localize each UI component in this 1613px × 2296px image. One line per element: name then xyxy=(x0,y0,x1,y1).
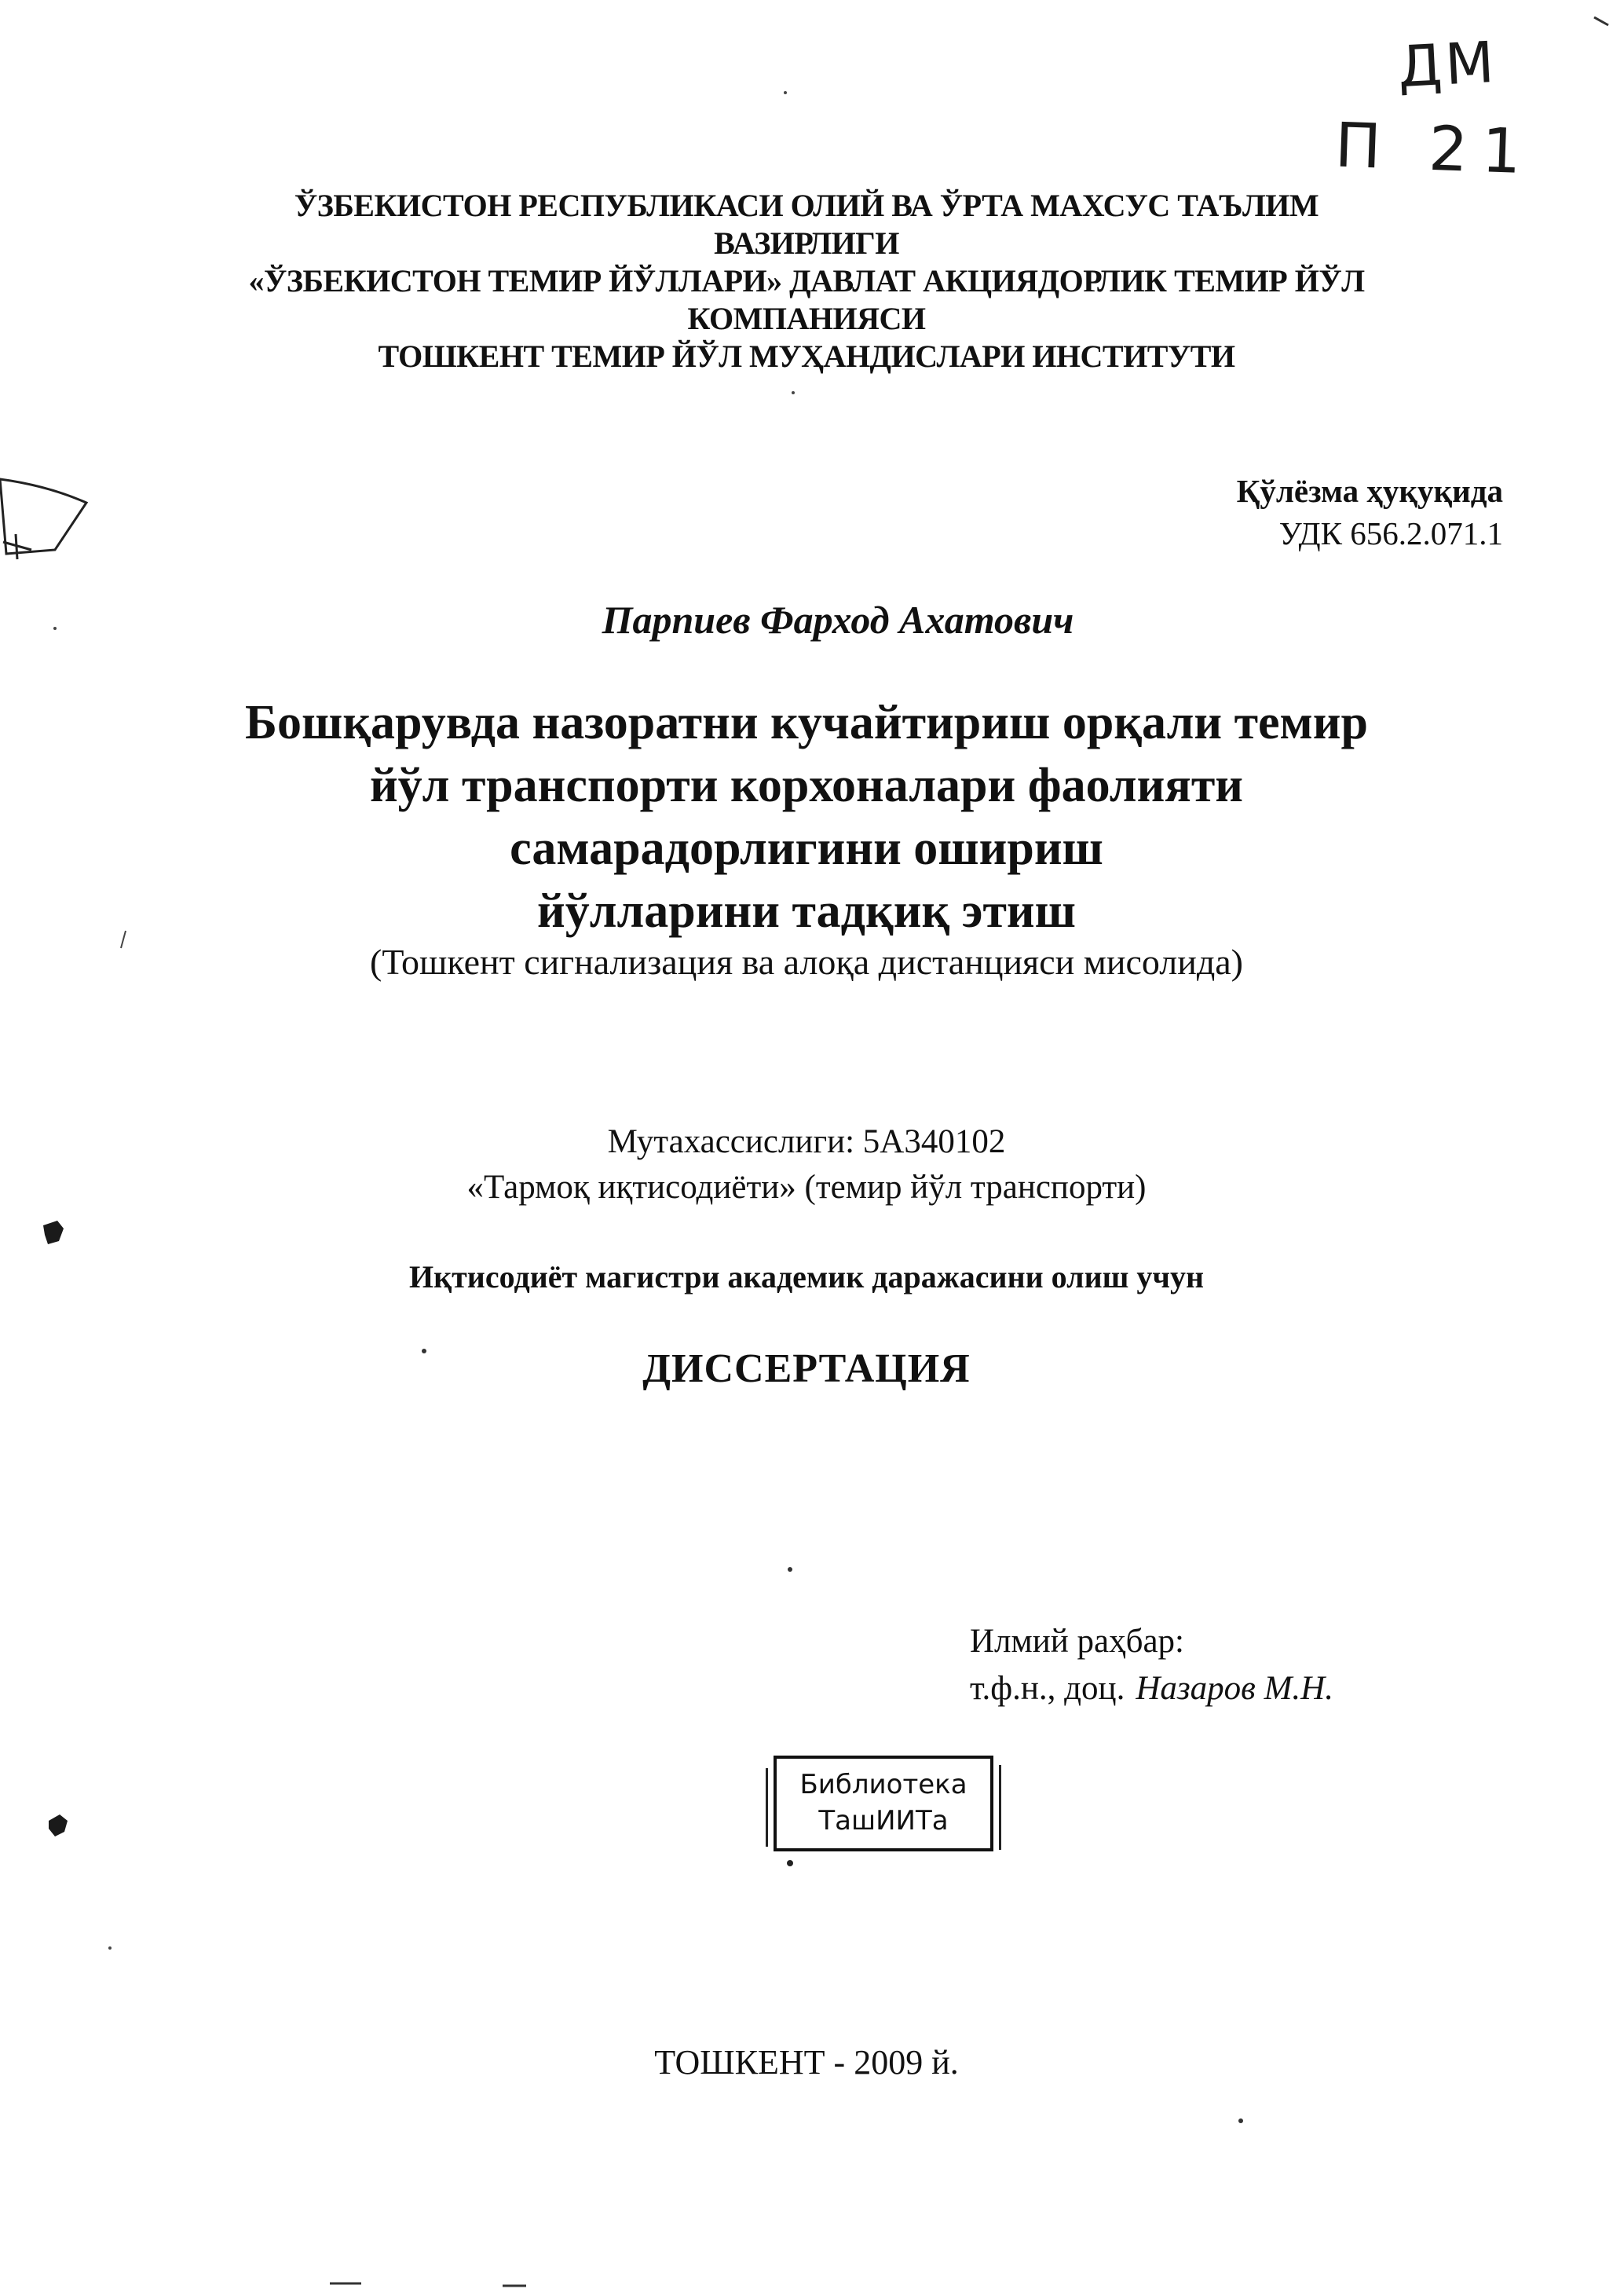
rights-block xyxy=(1237,470,1503,555)
title-line: йўлларини тадқиқ этиш xyxy=(537,884,1076,938)
dissertation-subtitle: (Тошкент сигнализация ва алоқа дистанцияси мисолида) xyxy=(370,942,1243,982)
stamp-line: Библиотека xyxy=(799,1769,967,1800)
specialty-name: «Тармоқ иқтисодиёти» (темир йўл транспорти) xyxy=(466,1169,1147,1206)
specialty-code: Мутахассислиги: 5А340102 xyxy=(607,1123,1006,1160)
header-line: ЎЗБЕКИСТОН РЕСПУБЛИКАСИ ОЛИЙ ВА ЎРТА МАХСУС ТАЪЛИМ xyxy=(294,188,1319,223)
handwritten-code: ДМ xyxy=(1395,28,1499,101)
header-line: «ЎЗБЕКИСТОН ТЕМИР ЙЎЛЛАРИ» ДАВЛАТ АКЦИЯДОРЛИК ТЕМИР ЙЎЛ xyxy=(248,263,1365,298)
degree-statement: Иқтисодиёт магистри академик даражасини олиш учун xyxy=(409,1259,1204,1294)
udc-code: УДК 656.2.071.1 xyxy=(1278,515,1503,551)
title-line: самарадорлигини ошириш xyxy=(510,822,1103,875)
supervisor-name: Назаров М.Н. xyxy=(1136,1670,1333,1707)
supervisor-label: Илмий раҳбар: xyxy=(970,1623,1184,1660)
title-line: йўл транспорти корхоналари фаолияти xyxy=(369,759,1244,812)
supervisor-title: т.ф.н., доц. xyxy=(970,1670,1125,1707)
specialty-block xyxy=(0,1119,1613,1210)
institution-header xyxy=(0,187,1613,375)
author-name: Парпиев Фарход Ахатович xyxy=(602,598,1074,642)
header-line: ВАЗИРЛИГИ xyxy=(714,225,899,261)
supervisor-block xyxy=(970,1618,1333,1712)
manuscript-rights: Қўлёзма ҳуқуқида xyxy=(1236,473,1503,509)
title-line: Бошқарувда назоратни кучайтириш орқали темир xyxy=(245,696,1368,749)
document-type: ДИССЕРТАЦИЯ xyxy=(642,1346,971,1391)
supervisor-person xyxy=(970,1665,1333,1712)
stamp-line: ТашИИТа xyxy=(818,1805,949,1836)
city-year: ТОШКЕНТ - 2009 й. xyxy=(654,2043,959,2082)
header-line: КОМПАНИЯСИ xyxy=(687,301,926,336)
handwritten-number: П 21 xyxy=(1333,110,1537,189)
header-line: ТОШКЕНТ ТЕМИР ЙЎЛ МУҲАНДИСЛАРИ ИНСТИТУТИ xyxy=(378,339,1235,374)
dissertation-title xyxy=(0,691,1613,943)
library-stamp xyxy=(774,1756,993,1851)
